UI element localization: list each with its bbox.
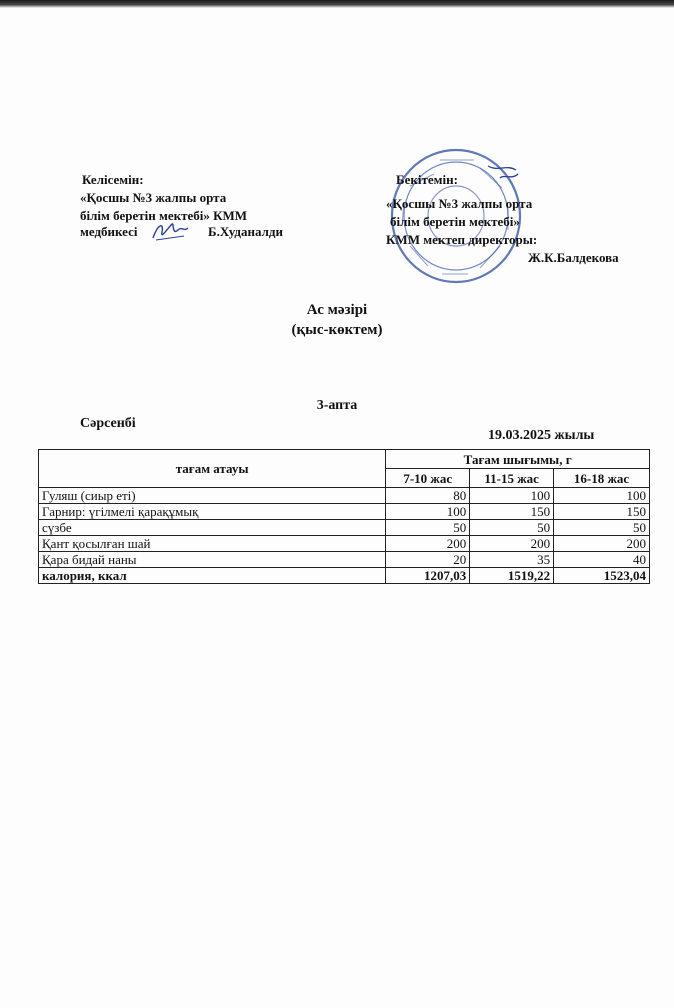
scan-top-edge (0, 0, 674, 8)
portion-cell: 20 (386, 552, 470, 568)
calorie-cell: 1519,22 (470, 568, 554, 584)
week-label: 3-апта (316, 398, 358, 413)
calorie-cell: 1207,03 (386, 568, 470, 584)
dish-name: Гуляш (сиыр еті) (39, 488, 386, 504)
table-header-row (39, 450, 650, 469)
agree-line-2: білім беретін мектебі» КММ (80, 208, 248, 223)
age-group-header: 11-15 жас (470, 469, 554, 488)
agree-signatory: Б.Худаналди (208, 224, 283, 239)
date-label: 19.03.2025 жылы (488, 428, 595, 443)
approve-title: Бекітемін: (396, 172, 458, 187)
dish-name: сүзбе (39, 520, 386, 536)
agree-line-1: «Қосшы №3 жалпы орта (80, 190, 227, 205)
approve-line-2: білім беретін мектебі» (390, 214, 520, 229)
approve-line-1: «Қосшы №3 жалпы орта (386, 196, 533, 211)
portion-cell: 50 (470, 520, 554, 536)
portion-cell: 200 (554, 536, 650, 552)
portion-cell: 80 (386, 488, 470, 504)
portion-cell: 100 (554, 488, 650, 504)
table-row (39, 488, 650, 504)
portion-cell: 40 (554, 552, 650, 568)
portion-cell: 100 (386, 504, 470, 520)
portion-cell: 35 (470, 552, 554, 568)
agree-title: Келісемін: (82, 172, 144, 187)
portion-cell: 150 (470, 504, 554, 520)
calorie-cell: 1523,04 (554, 568, 650, 584)
table-row (39, 552, 650, 568)
portion-cell: 100 (470, 488, 554, 504)
col-output-header: Тағам шығымы, г (386, 450, 650, 469)
menu-title: Ас мәзірі (306, 302, 368, 318)
dish-name: Қара бидай наны (39, 552, 386, 568)
age-group-header: 16-18 жас (554, 469, 650, 488)
signature-icon (150, 218, 190, 244)
dish-name: Қант қосылған шай (39, 536, 386, 552)
dish-name: Гарнир: үгілмелі қарақұмық (39, 504, 386, 520)
day-label: Сәрсенбі (80, 416, 136, 431)
total-row (39, 568, 650, 584)
portion-cell: 200 (470, 536, 554, 552)
menu-table (38, 449, 650, 584)
portion-cell: 200 (386, 536, 470, 552)
table-row (39, 536, 650, 552)
table-row (39, 504, 650, 520)
approve-line-3: КММ мектеп директоры: (386, 232, 538, 247)
calorie-label: калория, ккал (39, 568, 386, 584)
portion-cell: 50 (386, 520, 470, 536)
portion-cell: 150 (554, 504, 650, 520)
portion-cell: 50 (554, 520, 650, 536)
approve-signatory: Ж.К.Балдекова (528, 250, 619, 265)
menu-season: (қыс-көктем) (291, 322, 383, 338)
age-group-header: 7-10 жас (386, 469, 470, 488)
col-name-header: тағам атауы (39, 450, 386, 488)
table-row (39, 520, 650, 536)
agree-line-3: медбикесі (80, 224, 138, 239)
